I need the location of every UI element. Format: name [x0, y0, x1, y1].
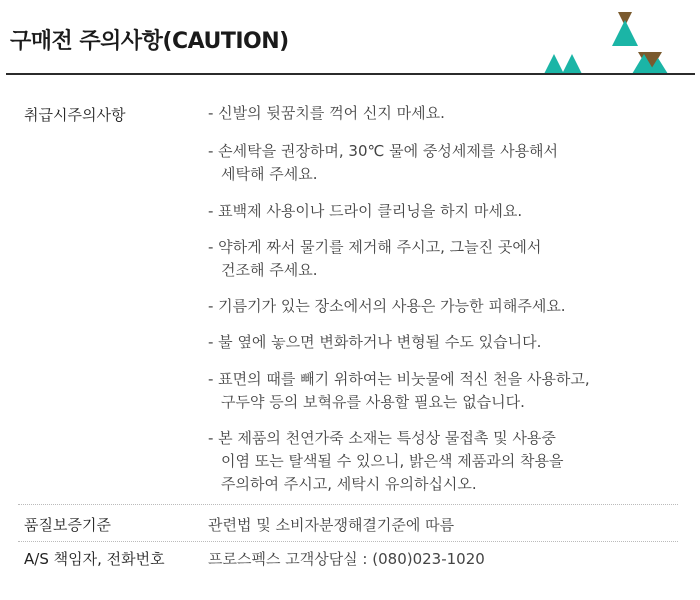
list-item: [208, 368, 590, 414]
item-line: - 표면의 때를 빼기 위하여는 비눗물에 적신 천을 사용하고,: [208, 370, 590, 388]
item-line: 이염 또는 탈색될 수 있으니, 밝은색 제품과의 착용을: [221, 452, 564, 470]
item-line: - 신발의 뒷꿈치를 꺽어 신지 마세요.: [208, 104, 445, 122]
row-divider: [18, 541, 678, 542]
list-item: [208, 236, 541, 282]
page-title: 구매전 주의사항(CAUTION): [10, 29, 289, 54]
item-line: - 본 제품의 천연가죽 소재는 특성상 물접촉 및 사용중: [208, 429, 556, 447]
item-line: - 손세탁을 권장하며, 30℃ 물에 중성세제를 사용해서: [208, 142, 559, 160]
item-line: - 기름기가 있는 장소에서의 사용은 가능한 피해주세요.: [208, 297, 566, 315]
handling-label: 취급시주의사항: [24, 106, 126, 124]
item-line: - 불 옆에 놓으면 변화하거나 변형될 수도 있습니다.: [208, 333, 542, 351]
item-line: 주의하여 주시고, 세탁시 유의하십시오.: [221, 475, 477, 493]
list-item: [208, 295, 566, 318]
row-divider: [18, 504, 678, 505]
triangles-logo-icon: [540, 8, 690, 74]
list-item: [208, 102, 445, 125]
item-line: 세탁해 주세요.: [221, 165, 318, 183]
list-item: [208, 331, 541, 354]
title-divider: [6, 73, 695, 75]
warranty-value: 관련법 및 소비자분쟁해결기준에 따름: [208, 516, 455, 534]
item-line: 건조해 주세요.: [221, 261, 318, 279]
list-item: [208, 140, 558, 186]
list-item: [208, 427, 563, 496]
contact-label: A/S 책임자, 전화번호: [24, 550, 165, 568]
list-item: [208, 200, 522, 223]
page-header: [0, 0, 700, 80]
warranty-label: 품질보증기준: [24, 516, 111, 534]
item-line: - 표백제 사용이나 드라이 클리닝을 하지 마세요.: [208, 202, 523, 220]
item-line: - 약하게 짜서 물기를 제거해 주시고, 그늘진 곳에서: [208, 238, 542, 256]
item-line: 구두약 등의 보혁유를 사용할 필요는 없습니다.: [221, 393, 525, 411]
contact-value: 프로스펙스 고객상담실 : (080)023-1020: [208, 550, 485, 568]
